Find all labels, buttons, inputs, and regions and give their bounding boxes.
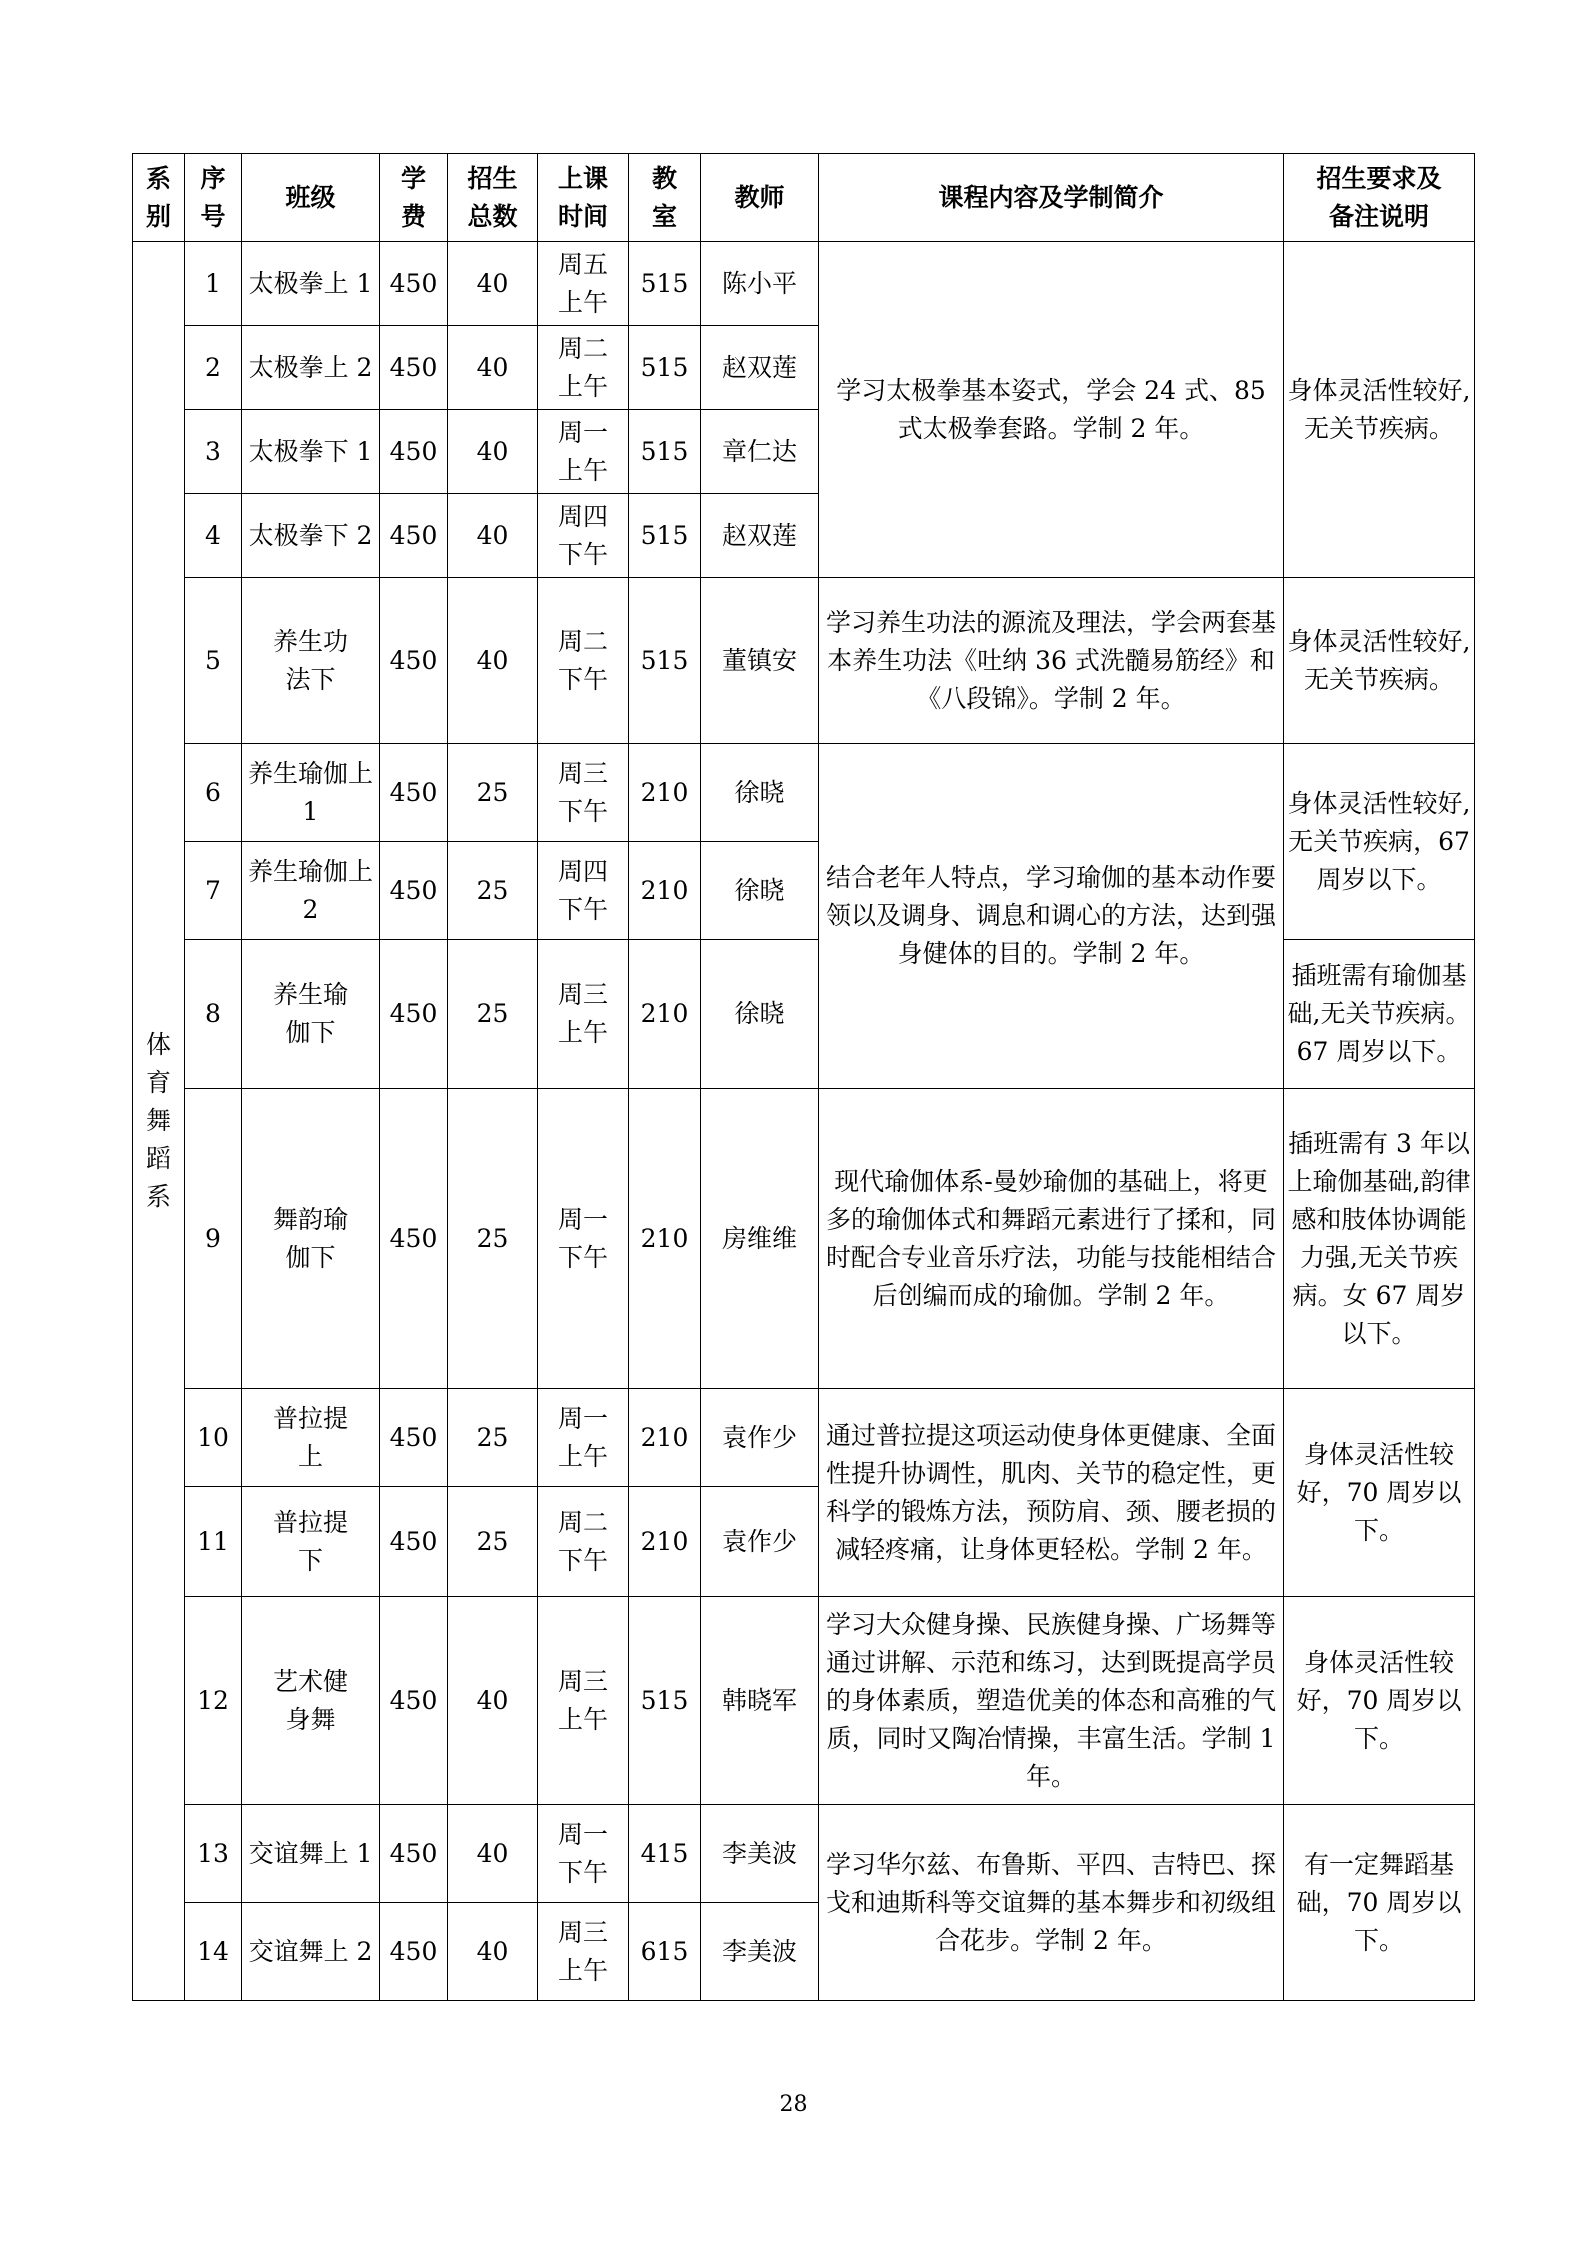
quota-cell: 40	[448, 578, 538, 744]
time-cell: 周四下午	[538, 494, 629, 578]
teacher-cell: 陈小平	[701, 242, 819, 326]
content-cell-ballroom: 学习华尔兹、布鲁斯、平四、吉特巴、探戈和迪斯科等交谊舞的基本舞步和初级组合花步。学制 2 年。	[819, 1805, 1284, 2001]
class-cell: 太极拳上 1	[242, 242, 380, 326]
header-fee: 学费	[380, 154, 448, 242]
seq-cell: 11	[185, 1487, 242, 1597]
teacher-cell: 李美波	[701, 1903, 819, 2001]
class-cell: 太极拳下 1	[242, 410, 380, 494]
seq-cell: 13	[185, 1805, 242, 1903]
teacher-cell: 袁作少	[701, 1487, 819, 1597]
table-row	[133, 1089, 1475, 1389]
time-cell: 周一下午	[538, 1089, 629, 1389]
time-cell: 周一上午	[538, 410, 629, 494]
fee-cell: 450	[380, 1487, 448, 1597]
quota-cell: 25	[448, 1089, 538, 1389]
seq-cell: 8	[185, 940, 242, 1089]
quota-cell: 40	[448, 1805, 538, 1903]
class-cell: 交谊舞上 1	[242, 1805, 380, 1903]
content-cell-wuyun: 现代瑜伽体系-曼妙瑜伽的基础上，将更多的瑜伽体式和舞蹈元素进行了揉和，同时配合专业音乐疗法，功能与技能相结合后创编而成的瑜伽。学制 2 年。	[819, 1089, 1284, 1389]
time-cell: 周一上午	[538, 1389, 629, 1487]
fee-cell: 450	[380, 410, 448, 494]
room-cell: 210	[629, 1487, 701, 1597]
quota-cell: 40	[448, 410, 538, 494]
header-quota: 招生总数	[448, 154, 538, 242]
class-cell: 交谊舞上 2	[242, 1903, 380, 2001]
quota-cell: 25	[448, 744, 538, 842]
class-cell: 普拉提下	[242, 1487, 380, 1597]
header-content: 课程内容及学制简介	[819, 154, 1284, 242]
fee-cell: 450	[380, 940, 448, 1089]
content-cell-art: 学习大众健身操、民族健身操、广场舞等通过讲解、示范和练习，达到既提高学员的身体素质，塑造优美的体态和高雅的气质，同时又陶冶情操，丰富生活。学制 1 年。	[819, 1597, 1284, 1805]
time-cell: 周一下午	[538, 1805, 629, 1903]
seq-cell: 3	[185, 410, 242, 494]
quota-cell: 40	[448, 326, 538, 410]
quota-cell: 40	[448, 494, 538, 578]
content-cell-yangsheng: 学习养生功法的源流及理法，学会两套基本养生功法《吐纳 36 式洗髓易筋经》和《八段锦》。学制 2 年。	[819, 578, 1284, 744]
teacher-cell: 赵双莲	[701, 494, 819, 578]
teacher-cell: 袁作少	[701, 1389, 819, 1487]
content-cell-yoga: 结合老年人特点，学习瑜伽的基本动作要领以及调身、调息和调心的方法，达到强身健体的目的。学制 2 年。	[819, 744, 1284, 1089]
header-time: 上课时间	[538, 154, 629, 242]
fee-cell: 450	[380, 326, 448, 410]
fee-cell: 450	[380, 1089, 448, 1389]
seq-cell: 7	[185, 842, 242, 940]
teacher-cell: 章仁达	[701, 410, 819, 494]
quota-cell: 25	[448, 842, 538, 940]
class-cell: 舞韵瑜伽下	[242, 1089, 380, 1389]
header-teacher: 教师	[701, 154, 819, 242]
class-cell: 太极拳上 2	[242, 326, 380, 410]
requirement-cell-taiji: 身体灵活性较好,无关节疾病。	[1284, 242, 1475, 578]
time-cell: 周二上午	[538, 326, 629, 410]
header-row	[133, 154, 1475, 242]
room-cell: 615	[629, 1903, 701, 2001]
fee-cell: 450	[380, 744, 448, 842]
requirement-cell-ballroom: 有一定舞蹈基础，70 周岁以下。	[1284, 1805, 1475, 2001]
header-room: 教室	[629, 154, 701, 242]
table-row	[133, 578, 1475, 744]
class-cell: 养生瑜伽上 1	[242, 744, 380, 842]
teacher-cell: 董镇安	[701, 578, 819, 744]
fee-cell: 450	[380, 242, 448, 326]
quota-cell: 40	[448, 1903, 538, 2001]
time-cell: 周三上午	[538, 940, 629, 1089]
room-cell: 210	[629, 940, 701, 1089]
requirement-cell-art: 身体灵活性较好，70 周岁以下。	[1284, 1597, 1475, 1805]
table-row	[133, 744, 1475, 842]
fee-cell: 450	[380, 1903, 448, 2001]
table-row	[133, 1805, 1475, 1903]
class-cell: 养生瑜伽上 2	[242, 842, 380, 940]
teacher-cell: 徐晓	[701, 940, 819, 1089]
requirement-cell-wuyun: 插班需有 3 年以上瑜伽基础,韵律感和肢体协调能力强,无关节疾病。女 67 周岁以下。	[1284, 1089, 1475, 1389]
content-cell-pilates: 通过普拉提这项运动使身体更健康、全面性提升协调性，肌肉、关节的稳定性，更科学的锻炼方法，预防肩、颈、腰老损的减轻疼痛，让身体更轻松。学制 2 年。	[819, 1389, 1284, 1597]
department-cell: 体育舞蹈系	[133, 242, 185, 2001]
class-cell: 养生瑜伽下	[242, 940, 380, 1089]
fee-cell: 450	[380, 494, 448, 578]
teacher-cell: 房维维	[701, 1089, 819, 1389]
table-row	[133, 1597, 1475, 1805]
class-cell: 养生功法下	[242, 578, 380, 744]
seq-cell: 9	[185, 1089, 242, 1389]
fee-cell: 450	[380, 578, 448, 744]
class-cell: 普拉提上	[242, 1389, 380, 1487]
teacher-cell: 李美波	[701, 1805, 819, 1903]
room-cell: 210	[629, 1089, 701, 1389]
requirement-cell-pilates: 身体灵活性较好，70 周岁以下。	[1284, 1389, 1475, 1597]
teacher-cell: 赵双莲	[701, 326, 819, 410]
page-number: 28	[779, 2092, 808, 2117]
seq-cell: 5	[185, 578, 242, 744]
header-dept: 系别	[133, 154, 185, 242]
requirement-cell-yangsheng: 身体灵活性较好,无关节疾病。	[1284, 578, 1475, 744]
room-cell: 515	[629, 1597, 701, 1805]
fee-cell: 450	[380, 842, 448, 940]
quota-cell: 40	[448, 1597, 538, 1805]
fee-cell: 450	[380, 1805, 448, 1903]
seq-cell: 14	[185, 1903, 242, 2001]
time-cell: 周三上午	[538, 1597, 629, 1805]
fee-cell: 450	[380, 1389, 448, 1487]
quota-cell: 25	[448, 1487, 538, 1597]
class-cell: 太极拳下 2	[242, 494, 380, 578]
table-row	[133, 1389, 1475, 1487]
table-row	[133, 242, 1475, 326]
room-cell: 515	[629, 494, 701, 578]
seq-cell: 12	[185, 1597, 242, 1805]
course-table	[132, 153, 1475, 2001]
time-cell: 周五上午	[538, 242, 629, 326]
time-cell: 周二下午	[538, 1487, 629, 1597]
seq-cell: 6	[185, 744, 242, 842]
header-seq: 序号	[185, 154, 242, 242]
room-cell: 415	[629, 1805, 701, 1903]
room-cell: 515	[629, 410, 701, 494]
seq-cell: 4	[185, 494, 242, 578]
room-cell: 210	[629, 744, 701, 842]
teacher-cell: 韩晓军	[701, 1597, 819, 1805]
header-class: 班级	[242, 154, 380, 242]
time-cell: 周二下午	[538, 578, 629, 744]
room-cell: 515	[629, 242, 701, 326]
time-cell: 周四下午	[538, 842, 629, 940]
requirement-cell-yoga-lower: 插班需有瑜伽基础,无关节疾病。67 周岁以下。	[1284, 940, 1475, 1089]
room-cell: 210	[629, 1389, 701, 1487]
quota-cell: 40	[448, 242, 538, 326]
room-cell: 515	[629, 578, 701, 744]
seq-cell: 10	[185, 1389, 242, 1487]
class-cell: 艺术健身舞	[242, 1597, 380, 1805]
header-requirements: 招生要求及备注说明	[1284, 154, 1475, 242]
time-cell: 周三上午	[538, 1903, 629, 2001]
content-cell-taiji: 学习太极拳基本姿式，学会 24 式、85 式太极拳套路。学制 2 年。	[819, 242, 1284, 578]
teacher-cell: 徐晓	[701, 744, 819, 842]
quota-cell: 25	[448, 1389, 538, 1487]
room-cell: 210	[629, 842, 701, 940]
teacher-cell: 徐晓	[701, 842, 819, 940]
requirement-cell-yoga-upper: 身体灵活性较好,无关节疾病，67 周岁以下。	[1284, 744, 1475, 940]
seq-cell: 1	[185, 242, 242, 326]
seq-cell: 2	[185, 326, 242, 410]
time-cell: 周三下午	[538, 744, 629, 842]
quota-cell: 25	[448, 940, 538, 1089]
fee-cell: 450	[380, 1597, 448, 1805]
room-cell: 515	[629, 326, 701, 410]
